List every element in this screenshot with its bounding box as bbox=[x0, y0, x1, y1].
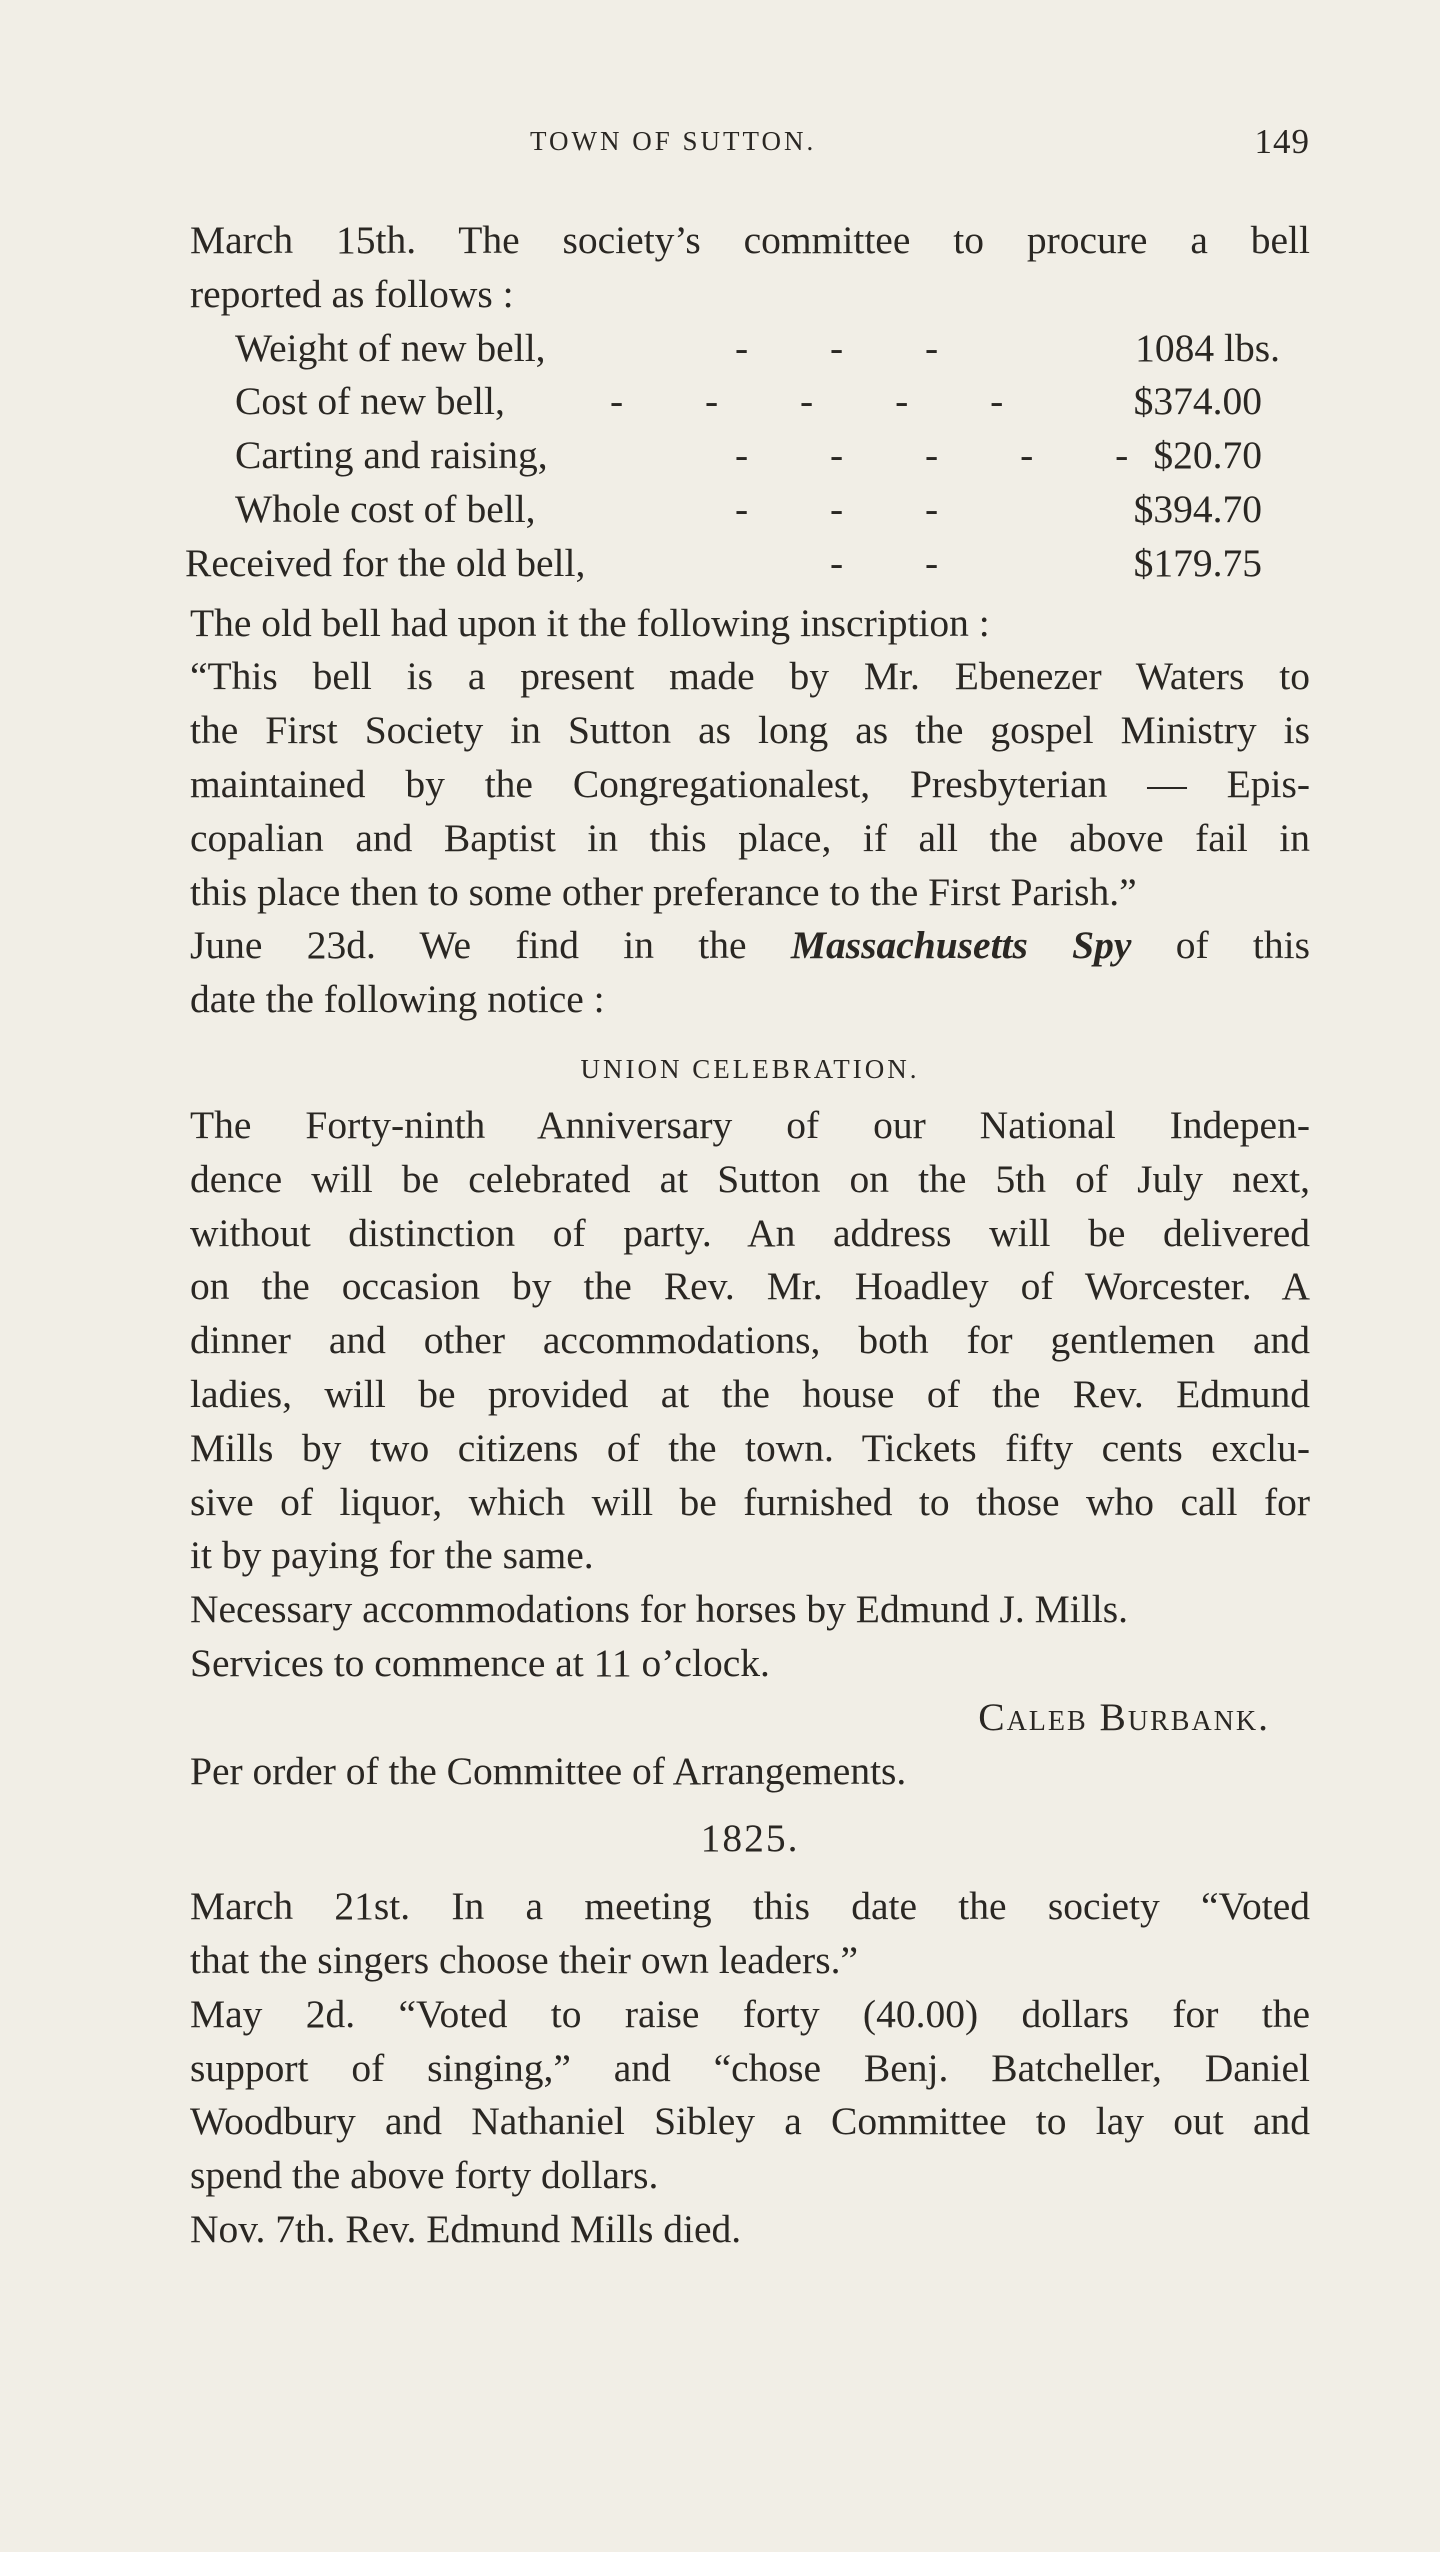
leader-dashes: - - bbox=[830, 540, 975, 585]
leader-dashes: - - - - - bbox=[610, 379, 1040, 424]
leader-dashes: - - - - - bbox=[735, 433, 1165, 478]
text-line: Mills by two citizens of the town. Tickets fifty cents exclu- bbox=[190, 1425, 1310, 1470]
text-line: dinner and other accommodations, both for gentlemen and bbox=[190, 1318, 1310, 1363]
text-line: copalian and Baptist in this place, if all the above fail in bbox=[190, 815, 1310, 860]
text-line: The old bell had upon it the following inscription : bbox=[190, 600, 990, 645]
leader-dashes: - - - bbox=[735, 325, 975, 370]
text-line: March 21st. In a meeting this date the society “Voted bbox=[190, 1884, 1310, 1929]
text-line: ladies, will be provided at the house of the Rev. Edmund bbox=[190, 1371, 1310, 1416]
table-row bbox=[190, 322, 1310, 376]
text-line: on the occasion by the Rev. Mr. Hoadley of Worcester. A bbox=[190, 1264, 1310, 1309]
row-label: Whole cost of bell, bbox=[235, 486, 536, 531]
row-value: $374.00 bbox=[1133, 379, 1262, 424]
order-line: Per order of the Committee of Arrangements. bbox=[190, 1748, 907, 1793]
leader-dashes: - - - bbox=[735, 486, 975, 531]
text-line: without distinction of party. An address will be delivered bbox=[190, 1210, 1310, 1255]
text-line: it by paying for the same. bbox=[190, 1533, 594, 1578]
row-value: $20.70 bbox=[1153, 433, 1262, 478]
text-line: sive of liquor, which will be furnished to those who call for bbox=[190, 1479, 1310, 1524]
page-body bbox=[185, 214, 1310, 2257]
text-line: the First Society in Sutton as long as the gospel Ministry is bbox=[190, 708, 1310, 753]
row-label: Carting and raising, bbox=[235, 433, 548, 478]
march-entry bbox=[190, 1880, 1310, 1988]
year-heading: 1825. bbox=[700, 1816, 800, 1861]
horses-line: Necessary accommodations for horses by Edmund J. Mills. bbox=[190, 1587, 1128, 1632]
bell-committee-paragraph bbox=[190, 214, 1310, 322]
table-row bbox=[185, 537, 1310, 591]
text-line: support of singing,” and “chose Benj. Batcheller, Daniel bbox=[190, 2045, 1310, 2090]
notice-paragraph bbox=[190, 1099, 1310, 1798]
row-value: $179.75 bbox=[1133, 540, 1262, 585]
text-line: this place then to some other preferance to the First Parish.” bbox=[190, 869, 1137, 914]
text-line: that the singers choose their own leaders.” bbox=[190, 1937, 858, 1982]
june-entry bbox=[190, 919, 1310, 1027]
text-line: March 15th. The society’s committee to procure a bell bbox=[190, 218, 1310, 262]
signature: Caleb Burbank. bbox=[978, 1694, 1270, 1739]
text-line: Nov. 7th. Rev. Edmund Mills died. bbox=[190, 2206, 742, 2251]
june-date-text: June 23d. We find in the bbox=[190, 923, 791, 968]
text-line: maintained by the Congregationalest, Presbyterian — Epis- bbox=[190, 761, 1310, 806]
book-page bbox=[185, 0, 1310, 2552]
page-header bbox=[190, 122, 1310, 166]
text-line: dence will be celebrated at Sutton on the 5th of July next, bbox=[190, 1156, 1310, 1201]
text-line: date the following notice : bbox=[190, 977, 605, 1022]
row-value: 1084 lbs. bbox=[1135, 325, 1280, 370]
row-value: $394.70 bbox=[1133, 486, 1262, 531]
row-label: Received for the old bell, bbox=[185, 540, 586, 585]
text-line: reported as follows : bbox=[190, 271, 514, 316]
text-line: May 2d. “Voted to raise forty (40.00) dollars for the bbox=[190, 1991, 1310, 2036]
inscription-paragraph bbox=[190, 597, 1310, 920]
table-row bbox=[190, 375, 1310, 429]
running-title: TOWN OF SUTTON. bbox=[530, 126, 817, 156]
text-line: “This bell is a present made by Mr. Ebenezer Waters to bbox=[190, 654, 1310, 699]
page-number: 149 bbox=[1254, 122, 1310, 161]
services-line: Services to commence at 11 o’clock. bbox=[190, 1640, 770, 1685]
newspaper-title: Massachusetts Spy bbox=[790, 923, 1132, 968]
text-line: spend the above forty dollars. bbox=[190, 2153, 659, 2198]
table-row bbox=[190, 429, 1310, 483]
text-line: Woodbury and Nathaniel Sibley a Committee to lay out and bbox=[190, 2099, 1310, 2144]
text-line: The Forty-ninth Anniversary of our National Indepen- bbox=[190, 1102, 1310, 1147]
row-label: Cost of new bell, bbox=[235, 379, 505, 424]
row-label: Weight of new bell, bbox=[235, 325, 546, 370]
nov-entry bbox=[190, 2203, 1310, 2257]
table-row bbox=[190, 483, 1310, 537]
notice-heading: UNION CELEBRATION. bbox=[580, 1053, 920, 1084]
text-line bbox=[190, 919, 1310, 973]
may-entry bbox=[190, 1988, 1310, 2203]
june-suffix-text: of this bbox=[1131, 923, 1310, 968]
bell-cost-table bbox=[185, 322, 1310, 591]
